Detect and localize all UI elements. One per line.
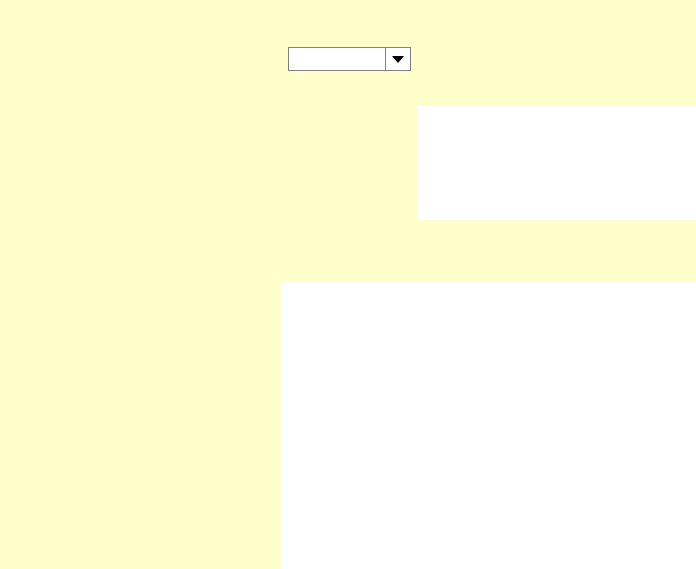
units-dropdown[interactable]	[288, 47, 411, 71]
currency-header-cell	[0, 106, 281, 167]
units-dropdown-button[interactable]	[385, 48, 410, 70]
all-row-label-cell	[0, 167, 417, 187]
currency-code-note-cell	[281, 220, 417, 282]
aud-row-value-cell[interactable]	[417, 187, 696, 204]
overseas-row-label-cell	[0, 204, 417, 220]
chevron-down-icon	[392, 56, 404, 63]
title-panel	[417, 0, 696, 106]
overseas-row-value-cell[interactable]	[417, 204, 696, 220]
aud-row-label-cell	[0, 187, 417, 204]
individual-value-header-cell	[417, 220, 696, 282]
entry-label-column	[0, 282, 281, 569]
assets-header-cell	[417, 106, 696, 167]
individual-label-cell	[0, 220, 281, 282]
currency-blank-header-cell	[281, 106, 417, 167]
entry-code-column[interactable]	[281, 282, 417, 569]
all-row-value-cell[interactable]	[417, 167, 696, 187]
entry-value-column[interactable]	[417, 282, 696, 569]
